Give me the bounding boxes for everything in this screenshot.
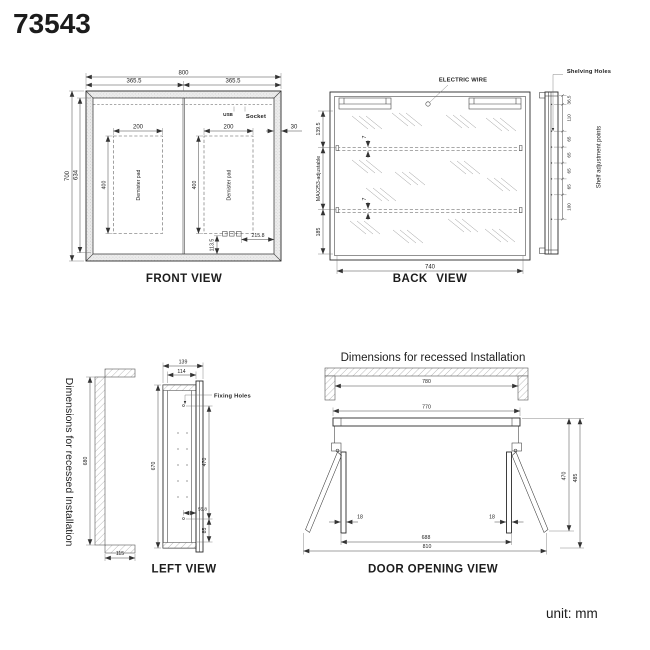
fixing-holes-label: Fixing Holes (214, 393, 251, 400)
svg-text:100: 100 (566, 203, 572, 211)
svg-text:18: 18 (489, 514, 495, 521)
fixing-hole-upper (183, 405, 185, 407)
front-dim-365-right (184, 79, 282, 86)
svg-text:7: 7 (361, 197, 368, 201)
sheet-title: 73543 (13, 8, 91, 39)
left-view-top-cap (163, 385, 196, 391)
door-left-swing (306, 452, 342, 533)
wall-section-vertical (95, 377, 105, 545)
shelf-adjustment-points-label: Shelf adjustment points (596, 125, 603, 189)
front-view (65, 71, 302, 286)
back-dim-139-5: 139.5 (315, 122, 322, 136)
door-opening-view (304, 352, 585, 576)
svg-text:485: 485 (573, 473, 579, 483)
svg-text:65: 65 (566, 152, 572, 158)
shelf-thickness-dim-lower (362, 197, 368, 220)
back-view-label: BACK VIEW (392, 273, 468, 285)
shelving-holes-label: Shelving Holes (566, 69, 612, 75)
recess-dim-height (83, 377, 95, 545)
svg-text:700: 700 (65, 170, 72, 182)
svg-text:113.5: 113.5 (209, 238, 216, 252)
svg-text:Demister pad: Demister pad (136, 169, 142, 201)
door-right-90 (507, 452, 512, 533)
side-bracket-top (540, 93, 546, 99)
svg-text:365.5: 365.5 (225, 78, 241, 85)
svg-text:770: 770 (422, 404, 431, 411)
svg-text:670: 670 (151, 461, 157, 471)
left-dim-114 (168, 369, 197, 383)
svg-text:65: 65 (566, 184, 572, 190)
recess-installation-title: Dimensions for recessed Installation (340, 352, 526, 364)
door-dim-485 (560, 419, 584, 549)
left-dim-55-8 (184, 507, 208, 516)
fixing-holes-callout (184, 394, 251, 405)
back-dim-740 (337, 256, 523, 274)
left-view-holes (177, 432, 187, 497)
wall-section-top (105, 369, 135, 377)
front-view-label: FRONT VIEW (145, 273, 223, 285)
hinge-right (512, 443, 522, 452)
shelf-line-lower (336, 208, 523, 213)
svg-text:780: 780 (422, 379, 431, 385)
svg-text:55.8: 55.8 (198, 506, 207, 512)
svg-text:400: 400 (101, 180, 108, 190)
socket-label: Socket (245, 114, 267, 120)
cabinet-top-body (333, 418, 520, 443)
front-dim-365-left (86, 79, 184, 92)
door-left-90 (341, 452, 346, 533)
svg-text:800: 800 (178, 70, 189, 77)
svg-text:365.5: 365.5 (126, 78, 142, 85)
shelving-holes-callout (552, 69, 611, 131)
wire-outlet (426, 102, 430, 106)
svg-text:680: 680 (83, 456, 89, 466)
svg-text:200: 200 (223, 124, 234, 131)
svg-text:688: 688 (421, 535, 431, 542)
shelf-thickness-dim-upper (362, 135, 368, 158)
svg-text:65: 65 (566, 136, 572, 142)
svg-text:65: 65 (566, 168, 572, 174)
back-outer-frame (330, 92, 530, 260)
left-view (151, 360, 251, 576)
glass-hatching (350, 113, 517, 243)
side-bracket-bottom (540, 248, 546, 254)
hinge-left (332, 443, 342, 452)
back-adjustable-label: MAX253-adjustable (315, 155, 322, 202)
svg-text:30: 30 (290, 124, 298, 131)
side-profile (540, 69, 612, 254)
door-dim-780 (335, 379, 518, 386)
svg-text:810: 810 (422, 544, 432, 550)
shelf-line-upper (336, 146, 523, 151)
door-opening-view-label: DOOR OPENING VIEW (367, 563, 499, 576)
svg-text:470: 470 (561, 471, 568, 481)
door-dim-770 (333, 404, 520, 416)
svg-text:Demister pad: Demister pad (226, 169, 233, 201)
recess-profile-side (63, 369, 135, 561)
back-dim-185: 185 (315, 227, 322, 237)
svg-text:200: 200 (132, 124, 144, 131)
hanging-bracket-right (469, 98, 521, 109)
back-left-dim-chain (316, 111, 336, 254)
fixing-hole-lower (183, 518, 185, 520)
svg-text:114: 114 (177, 368, 186, 375)
unit-note: unit: mm (546, 606, 598, 621)
left-view-bottom-cap (163, 543, 196, 549)
svg-text:85: 85 (201, 527, 208, 534)
back-view (316, 78, 530, 286)
svg-text:634: 634 (73, 169, 80, 181)
recess-title-vertical: Dimensions for recessed Installation (63, 377, 75, 547)
usb-label: USB (223, 112, 233, 117)
left-dim-670 (151, 385, 161, 548)
svg-text:115: 115 (115, 551, 125, 557)
svg-text:18: 18 (357, 514, 363, 521)
svg-text:7: 7 (361, 135, 368, 139)
svg-text:400: 400 (191, 180, 198, 190)
svg-text:139: 139 (178, 359, 188, 366)
svg-text:215.8: 215.8 (251, 233, 265, 239)
svg-text:36.5: 36.5 (566, 95, 572, 105)
hanging-bracket-left (339, 98, 391, 109)
svg-text:470: 470 (201, 457, 208, 467)
svg-text:110: 110 (566, 114, 572, 122)
left-view-label: LEFT VIEW (151, 563, 217, 576)
door-right-swing (512, 452, 548, 533)
side-profile-body (545, 92, 558, 254)
left-view-body (163, 385, 196, 548)
svg-text:740: 740 (424, 264, 436, 271)
hole-spacing-chain (554, 94, 572, 220)
electric-wire-label: ELECTRIC WIRE (438, 77, 488, 84)
